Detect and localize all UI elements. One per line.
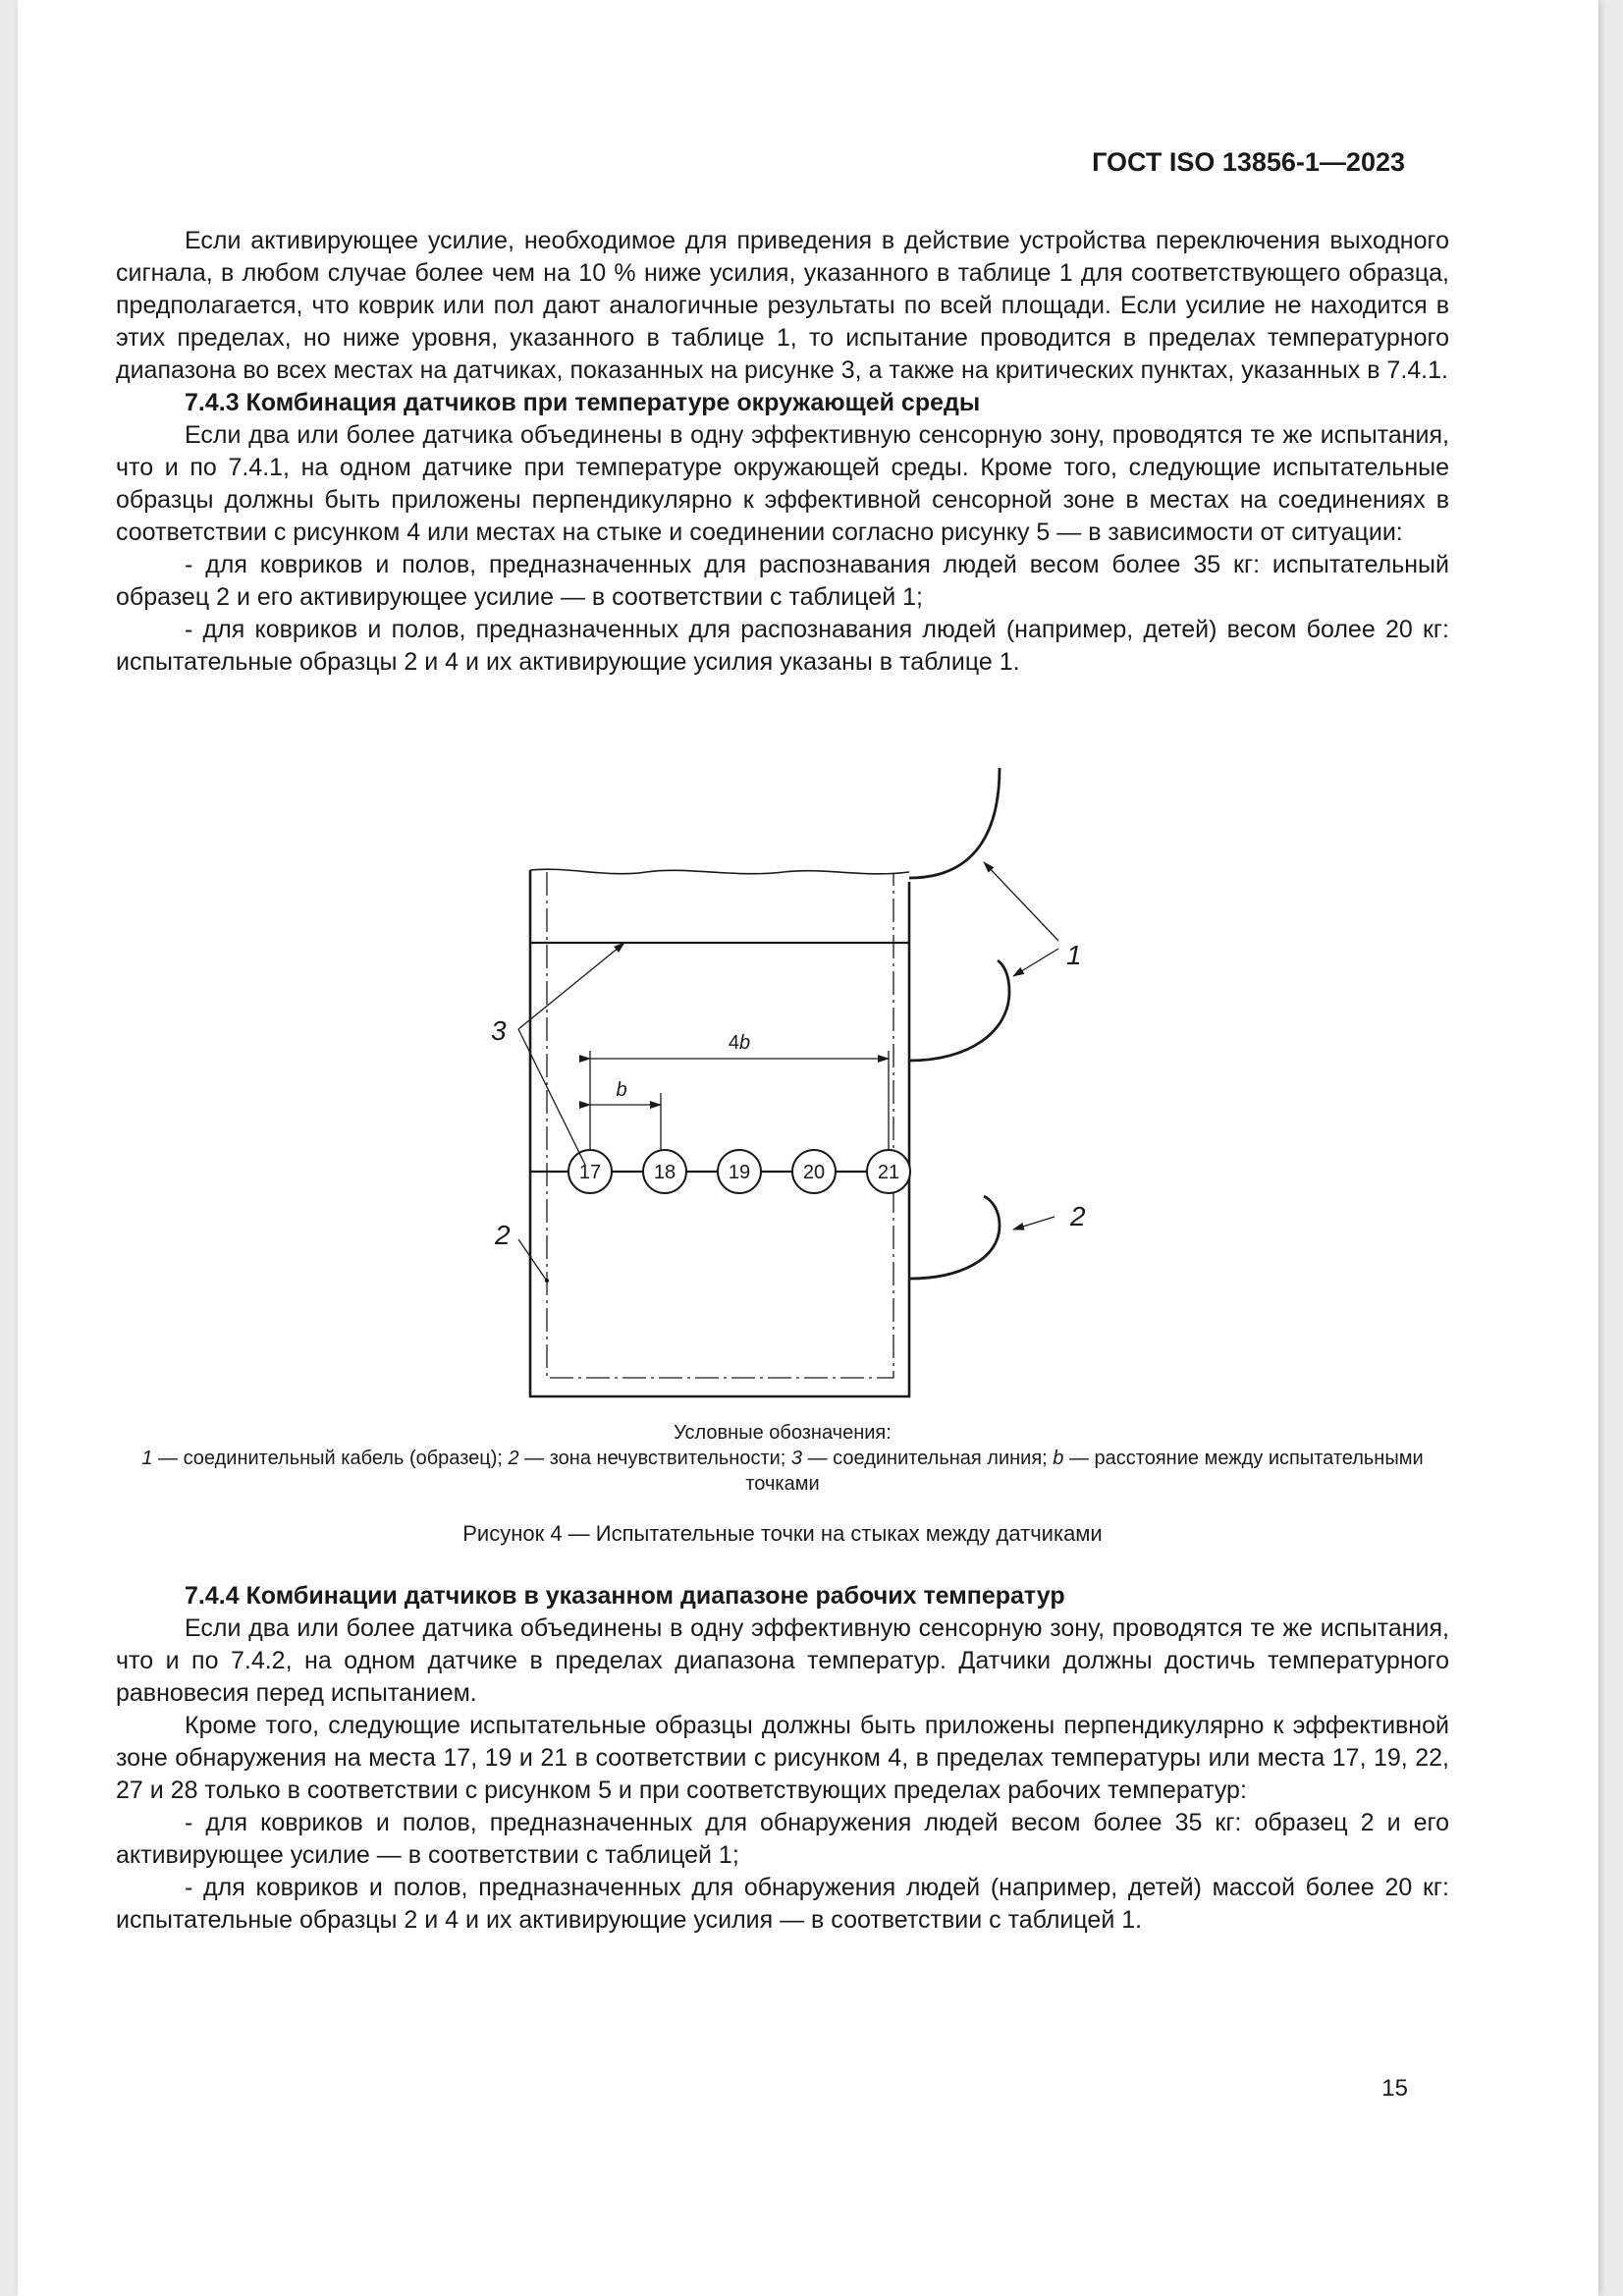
dimension-b [590,1079,661,1162]
section-743-heading: 7.4.3 Комбинация датчиков при температуре окружающей среды [185,389,981,416]
figure-legend [116,1420,1449,1497]
callout-1 [984,862,1082,976]
dim-b-label: b [616,1079,627,1101]
test-point-19 [718,1150,761,1193]
section-743-item-2: - для ковриков и полов, предназначенных для распознавания людей (например, детей) весом более 20 кг: испытательные образцы 2 и 4 и их активирующие усилия указаны в таблице 1. [116,616,1449,676]
callout-3-label: 3 [491,1015,507,1046]
legend-title: Условные обозначения: [674,1422,892,1444]
callout-2-right [1013,1201,1086,1231]
text-block-bottom [116,1580,1449,1937]
test-point-18 [643,1150,686,1193]
test-point-21 [867,1150,910,1193]
document-page [18,0,1598,2296]
mat-outline [530,869,909,1396]
svg-text:18: 18 [653,1162,676,1183]
callout-2-left [494,1220,549,1283]
svg-text:21: 21 [877,1162,900,1183]
svg-text:20: 20 [802,1162,826,1183]
dimension-4b [590,1032,889,1162]
callout-2-left-label: 2 [495,1220,511,1250]
callout-1-label: 1 [1066,940,1082,970]
callout-2-right-label: 2 [1070,1201,1086,1231]
test-point-17 [568,1150,612,1193]
dead-zone-boundary [547,872,893,1378]
section-744-heading: 7.4.4 Комбинации датчиков в указанном диапазоне рабочих температур [185,1582,1065,1610]
figure-caption: Рисунок 4 — Испытательные точки на стыках между датчиками [462,1521,1103,1546]
section-743-paragraph: Если два или более датчика объединены в одну эффективную сенсорную зону, проводятся те же испытания, что и по 7.4.1, на одном датчике при температуре окружающей среды. Кроме того, следующие испытательные образцы должны быть приложены перпендикулярно к эффективной сенсорной зоне в местах на соединениях в соответствии с рисунком 4 или местах на стыке и соединении согласно рисунку 5 — в зависимости от ситуации: [116,421,1449,546]
section-744-paragraph-2: Кроме того, следующие испытательные образцы должны быть приложены перпендикулярно к эффективной зоне обнаружения на места 17, 19 и 21 в соответствии с рисунком 4, в пределах температуры или места 17, 19, 22, 27 и 28 только в соответствии с рисунком 5 и при соответствующих пределах рабочих температур: [116,1712,1449,1804]
section-744-item-2: - для ковриков и полов, предназначенных для обнаружения людей (например, детей) массой более 20 кг: испытательные образцы 2 и 4 и их активирующие усилия — в соответствии с таблицей 1. [116,1874,1449,1934]
svg-text:17: 17 [578,1162,602,1183]
callout-3 [491,943,627,1165]
section-743-item-1: - для ковриков и полов, предназначенных для распознавания людей весом более 35 кг: испытательный образец 2 и его активирующее усилие — в соответствии с таблицей 1; [116,551,1449,611]
dim-4b-label: 4b [728,1032,751,1054]
page-number: 15 [1381,2075,1408,2102]
section-744-paragraph-1: Если два или более датчика объединены в одну эффективную сенсорную зону, проводятся те же испытания, что и по 7.4.2, на одном датчике в пределах диапазона температур. Датчики должны достичь температурного равновесия перед испытанием. [116,1614,1449,1707]
text-block-top [116,225,1449,679]
figure-4-diagram [410,756,1216,1414]
standard-code: ГОСТ ISO 13856-1—2023 [1092,147,1405,177]
section-744-item-1: - для ковриков и полов, предназначенных для обнаружения людей весом более 35 кг: образец 2 и его активирующее усилие — в соответствии с таблицей 1; [116,1809,1449,1869]
test-point-20 [792,1150,836,1193]
intro-paragraph: Если активирующее усилие, необходимое для приведения в действие устройства переключения выходного сигнала, в любом случае более чем на 10 % ниже усилия, указанного в таблице 1 для соответствующего образца, предполагается, что коврик или пол дают аналогичные результаты по всей площади. Если усилие не находится в этих пределах, но ниже уровня, указанного в таблице 1, то испытание проводится в пределах температурного диапазона во всех местах на датчиках, показанных на рисунке 3, а также на критических пунктах, указанных в 7.4.1. [116,227,1449,384]
svg-text:19: 19 [728,1162,751,1183]
connecting-cables [909,768,1009,1279]
legend-items: 1 — соединительный кабель (образец); 2 — зона нечувствительности; 3 — соединительная линия; b — расстояние между испытательными точками [141,1448,1424,1495]
